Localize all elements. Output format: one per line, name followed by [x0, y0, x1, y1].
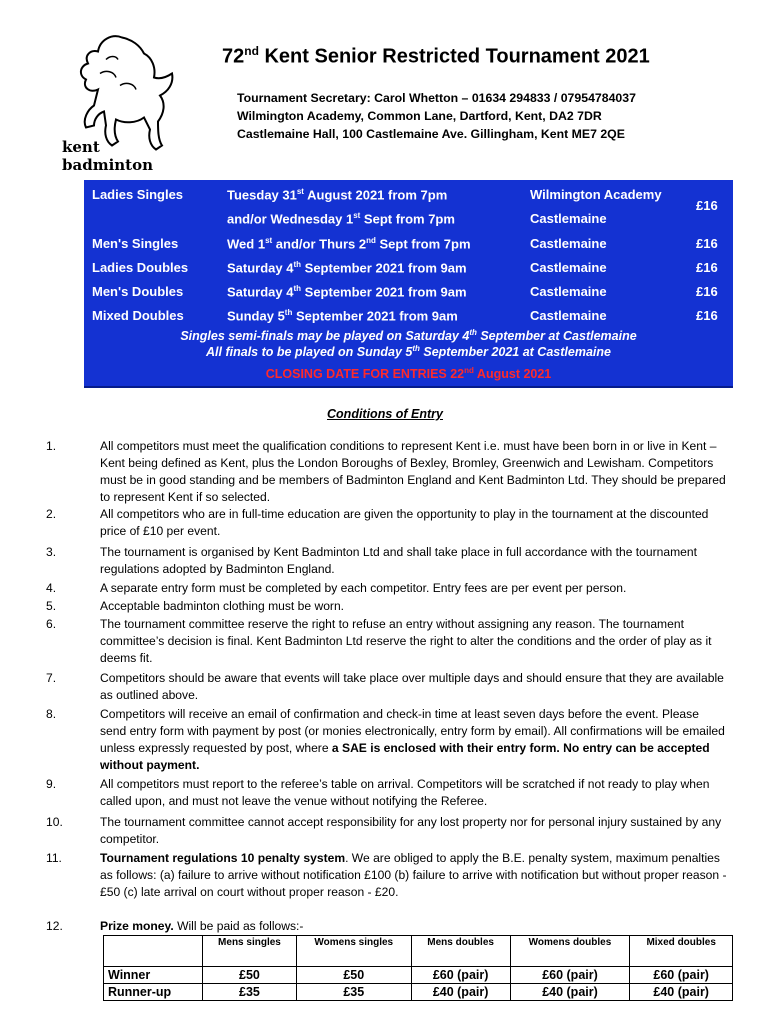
event-fee: £16	[696, 260, 718, 275]
event-venue: Castlemaine	[530, 236, 607, 251]
table-header: Mens doubles	[411, 936, 510, 967]
table-header-row	[104, 936, 733, 967]
event-date: Sunday 5th September 2021 from 9am	[227, 308, 458, 324]
secretary-block	[237, 89, 636, 143]
event-venue: Castlemaine	[530, 211, 607, 226]
conditions-heading: Conditions of Entry	[327, 407, 443, 421]
event-fee: £16	[696, 284, 718, 299]
event-venue: Castlemaine	[530, 308, 607, 323]
page-title: 72nd Kent Senior Restricted Tournament 2021	[222, 44, 650, 68]
event-date: and/or Wednesday 1st Sept from 7pm	[227, 211, 455, 227]
table-cell: £60 (pair)	[630, 967, 733, 984]
finals-note: All finals to be played on Sunday 5th September 2021 at Castlemaine	[206, 344, 611, 360]
table-cell: Winner	[104, 967, 203, 984]
logo-text	[62, 138, 153, 174]
table-cell: £35	[203, 984, 297, 1001]
table-cell: £40 (pair)	[411, 984, 510, 1001]
table-cell: Runner-up	[104, 984, 203, 1001]
table-row	[104, 967, 733, 984]
events-box	[84, 180, 733, 388]
event-date: Wed 1st and/or Thurs 2nd Sept from 7pm	[227, 236, 471, 252]
table-header: Mixed doubles	[630, 936, 733, 967]
table-row	[104, 984, 733, 1001]
table-header: Mens singles	[203, 936, 297, 967]
table-cell: £35	[296, 984, 411, 1001]
table-header: Womens doubles	[510, 936, 630, 967]
logo-line-badminton: badminton	[62, 156, 154, 174]
event-date: Tuesday 31st August 2021 from 7pm	[227, 187, 448, 203]
logo-line-kent: kent	[62, 138, 100, 156]
secretary-line: Tournament Secretary: Carol Whetton – 01634 294833 / 07954784037	[237, 91, 636, 105]
event-venue: Wilmington Academy	[530, 187, 662, 202]
table-cell: £50	[203, 967, 297, 984]
event-name: Men's Singles	[92, 236, 179, 251]
closing-date: CLOSING DATE FOR ENTRIES 22nd August 2021	[265, 366, 552, 382]
event-date: Saturday 4th September 2021 from 9am	[227, 260, 467, 276]
table-cell: £60 (pair)	[510, 967, 630, 984]
table-header	[104, 936, 203, 967]
event-name: Ladies Singles	[92, 187, 184, 202]
event-fee: £16	[696, 308, 718, 323]
venue-line: Wilmington Academy, Common Lane, Dartford, Kent, DA2 7DR	[237, 109, 602, 123]
event-date: Saturday 4th September 2021 from 9am	[227, 284, 467, 300]
event-venue: Castlemaine	[530, 284, 607, 299]
table-header: Womens singles	[296, 936, 411, 967]
prize-money-table	[103, 935, 733, 1001]
semifinal-note: Singles semi-finals may be played on Saturday 4th September at Castlemaine	[180, 328, 637, 344]
event-name: Mixed Doubles	[92, 308, 184, 323]
table-cell: £60 (pair)	[411, 967, 510, 984]
event-venue: Castlemaine	[530, 260, 607, 275]
event-name: Ladies Doubles	[92, 260, 189, 275]
event-name: Men's Doubles	[92, 284, 184, 299]
event-fee: £16	[696, 236, 718, 251]
table-cell: £50	[296, 967, 411, 984]
table-cell: £40 (pair)	[630, 984, 733, 1001]
table-cell: £40 (pair)	[510, 984, 630, 1001]
venue-line: Castlemaine Hall, 100 Castlemaine Ave. Gillingham, Kent ME7 2QE	[237, 127, 625, 141]
event-fee: £16	[696, 198, 718, 213]
